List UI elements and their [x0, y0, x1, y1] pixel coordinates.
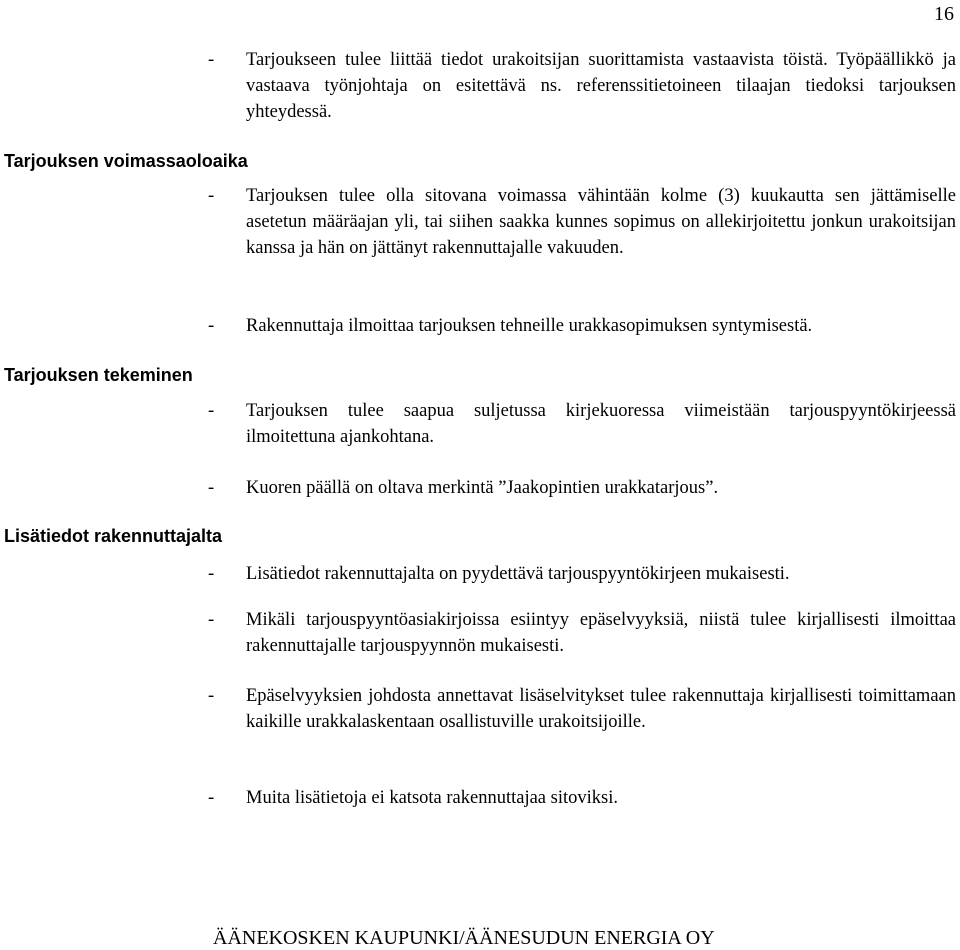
bullet-dash: -	[208, 401, 215, 421]
paragraph-marking	[208, 475, 956, 501]
heading-validity-period: Tarjouksen voimassaoloaika	[4, 151, 248, 171]
heading-making-offer: Tarjouksen tekeminen	[4, 365, 193, 385]
paragraph-envelope	[208, 398, 956, 450]
paragraph-clarifications	[208, 683, 956, 735]
page-footer: ÄÄNEKOSKEN KAUPUNKI/ÄÄNESUDUN ENERGIA OY	[213, 927, 715, 949]
paragraph-text: Muita lisätietoja ei katsota rakennuttajaa sitoviksi.	[246, 788, 618, 808]
bullet-dash: -	[208, 316, 215, 336]
bullet-dash: -	[208, 788, 215, 808]
bullet-dash: -	[208, 610, 215, 630]
paragraph-non-binding	[208, 785, 956, 811]
paragraph-text: Tarjouksen tulee saapua suljetussa kirjekuoressa viimeistään tarjouspyyntökirjeessä ilmoitettuna ajankohtana.	[246, 401, 956, 447]
bullet-dash: -	[208, 478, 215, 498]
paragraph-validity	[208, 183, 956, 261]
page-number: 16	[934, 3, 954, 25]
bullet-dash: -	[208, 50, 215, 70]
paragraph-text: Tarjoukseen tulee liittää tiedot urakoitsijan suorittamista vastaavista töistä. Työpäällikkö ja vastaava työnjohtaja on esitettävä ns. referenssitietoineen tilaajan tiedoksi tarjouksen yhteydessä.	[246, 50, 956, 122]
paragraph-ambiguities	[208, 607, 956, 659]
bullet-dash: -	[208, 564, 215, 584]
paragraph-text: Mikäli tarjouspyyntöasiakirjoissa esiintyy epäselvyyksiä, niistä tulee kirjallisesti ilmoittaa rakennuttajalle tarjouspyynnön mukaisesti.	[246, 610, 956, 656]
paragraph-contract-notice	[208, 313, 956, 339]
paragraph-info-request	[208, 561, 956, 587]
heading-additional-info: Lisätiedot rakennuttajalta	[4, 526, 223, 546]
bullet-dash: -	[208, 186, 215, 206]
paragraph-text: Kuoren päällä on oltava merkintä ”Jaakopintien urakkatarjous”.	[246, 478, 719, 498]
paragraph-text: Lisätiedot rakennuttajalta on pyydettävä tarjouspyyntökirjeen mukaisesti.	[246, 564, 790, 584]
paragraph-references	[208, 47, 956, 125]
bullet-dash: -	[208, 686, 215, 706]
paragraph-text: Epäselvyyksien johdosta annettavat lisäselvitykset tulee rakennuttaja kirjallisesti toimittamaan kaikille urakkalaskentaan osallistuville urakoitsijoille.	[246, 686, 956, 732]
paragraph-text: Tarjouksen tulee olla sitovana voimassa vähintään kolme (3) kuukautta sen jättämiselle asetetun määräajan yli, tai siihen saakka kunnes sopimus on allekirjoitettu jonkun urakoitsijan kanssa ja hän on jättänyt rakennuttajalle vakuuden.	[246, 186, 956, 258]
paragraph-text: Rakennuttaja ilmoittaa tarjouksen tehneille urakkasopimuksen syntymisestä.	[246, 316, 813, 336]
